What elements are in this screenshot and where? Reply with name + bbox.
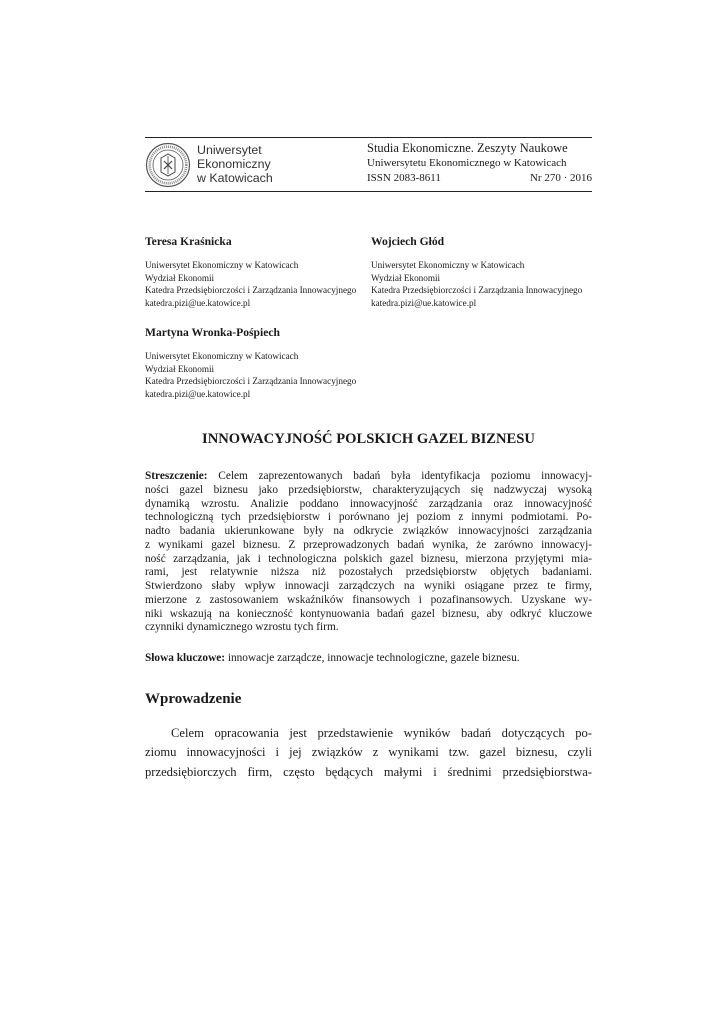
author-affiliation: Uniwersytet Ekonomiczny w Katowicach	[371, 260, 525, 271]
keywords	[145, 652, 520, 664]
section-body	[145, 724, 592, 782]
abstract-line: czynniki dynamicznego wzrostu tych firm.	[145, 621, 339, 634]
paper-title: INNOWACYJNOŚĆ POLSKICH GAZEL BIZNESU	[202, 431, 535, 447]
university-name-line: Uniwersytet	[197, 143, 262, 157]
abstract	[145, 470, 592, 635]
keywords-text: innowacje zarządcze, innowacje technologiczne, gazele biznesu.	[227, 652, 520, 664]
author-name: Wojciech Głód	[371, 235, 445, 248]
journal-issue-row	[367, 171, 592, 186]
abstract-line: technologiczną tych przedsiębiorstw i porównano jej poziom z innymi podmiotami. Po-	[145, 511, 592, 524]
abstract-line: Stwierdzono słaby wpływ innowacji zarządczych na wyniki osiągane przez te firmy,	[145, 580, 592, 592]
body-line: przedsiębiorczych firm, często będących małymi i średnimi przedsiębiorstwa-	[145, 764, 592, 779]
body-line: Celem opracowania jest przedstawienie wyników badań dotyczących po-	[171, 726, 592, 740]
author-email: katedra.pizi@ue.katowice.pl	[145, 388, 251, 399]
abstract-line: niki wskazują na konieczność kontynuowania badań gazel biznesu, aby odkryć kluczowe	[145, 607, 592, 620]
author-name: Martyna Wronka-Pośpiech	[145, 326, 280, 339]
abstract-line: nadto badania ukierunkowane były na odkrycie związków innowacyjności zarządzania	[145, 525, 592, 537]
author-email: katedra.pizi@ue.katowice.pl	[371, 297, 477, 308]
author-block	[145, 236, 356, 309]
abstract-line: mierzone z zastosowaniem wskaźników finansowych i pozafinansowych. Uzyskane wy-	[145, 593, 592, 606]
abstract-line	[145, 470, 592, 484]
author-block	[145, 327, 356, 400]
author-name: Teresa Kraśnicka	[145, 235, 232, 248]
journal-issue: Nr 270 · 2016	[529, 172, 592, 184]
abstract-line: ność zarządzania, jak i technologiczna polskich gazel biznesu, mierzona przyjętymi mia-	[145, 552, 592, 565]
university-name-line: w Katowicach	[197, 171, 273, 185]
journal-title: Studia Ekonomiczne. Zeszyty Naukowe	[367, 141, 568, 155]
journal-subtitle: Uniwersytetu Ekonomicznego w Katowicach	[367, 157, 567, 169]
abstract-line-text: Celem zaprezentowanych badań była identyfikacja poziomu innowacyj-	[218, 470, 592, 482]
university-name	[197, 143, 273, 185]
header-bottom-rule	[145, 191, 592, 192]
author-affiliation: Uniwersytet Ekonomiczny w Katowicach	[145, 351, 299, 362]
university-name-line: Ekonomiczny	[197, 157, 271, 171]
abstract-line: dynamiką wzrostu. Analizie poddano innowacyjność zarządzania oraz innowacyjność	[145, 497, 592, 510]
body-line: ziomu innowacyjności i jej związków z wynikami tzw. gazel biznesu, czyli	[145, 745, 592, 760]
author-department: Katedra Przedsiębiorczości i Zarządzania Innowacyjnego	[145, 285, 357, 296]
author-email: katedra.pizi@ue.katowice.pl	[145, 297, 251, 308]
journal-issn: ISSN 2083-8611	[367, 172, 441, 184]
author-faculty: Wydział Ekonomii	[145, 272, 215, 283]
abstract-label: Streszczenie:	[145, 470, 208, 482]
abstract-line: z wynikami gazel biznesu. Z przeprowadzonych badań wynika, że zarówno innowacyj-	[145, 538, 592, 551]
journal-info	[367, 141, 592, 186]
university-seal-logo	[145, 142, 191, 188]
author-faculty: Wydział Ekonomii	[145, 363, 215, 374]
header-top-rule	[145, 137, 592, 138]
author-faculty: Wydział Ekonomii	[371, 272, 441, 283]
abstract-line: ności gazel biznesu jako przedsiębiorstw, charakteryzujących się nadzwyczaj wysoką	[145, 483, 592, 496]
section-heading: Wprowadzenie	[145, 691, 242, 707]
abstract-line: rami, jest relatywnie niższa niż pozostałych przedsiębiorstw objętych badaniami.	[145, 566, 592, 579]
author-department: Katedra Przedsiębiorczości i Zarządzania Innowacyjnego	[145, 376, 357, 387]
author-department: Katedra Przedsiębiorczości i Zarządzania Innowacyjnego	[371, 285, 583, 296]
author-affiliation: Uniwersytet Ekonomiczny w Katowicach	[145, 260, 299, 271]
keywords-label: Słowa kluczowe:	[145, 652, 226, 664]
author-block	[371, 236, 582, 309]
